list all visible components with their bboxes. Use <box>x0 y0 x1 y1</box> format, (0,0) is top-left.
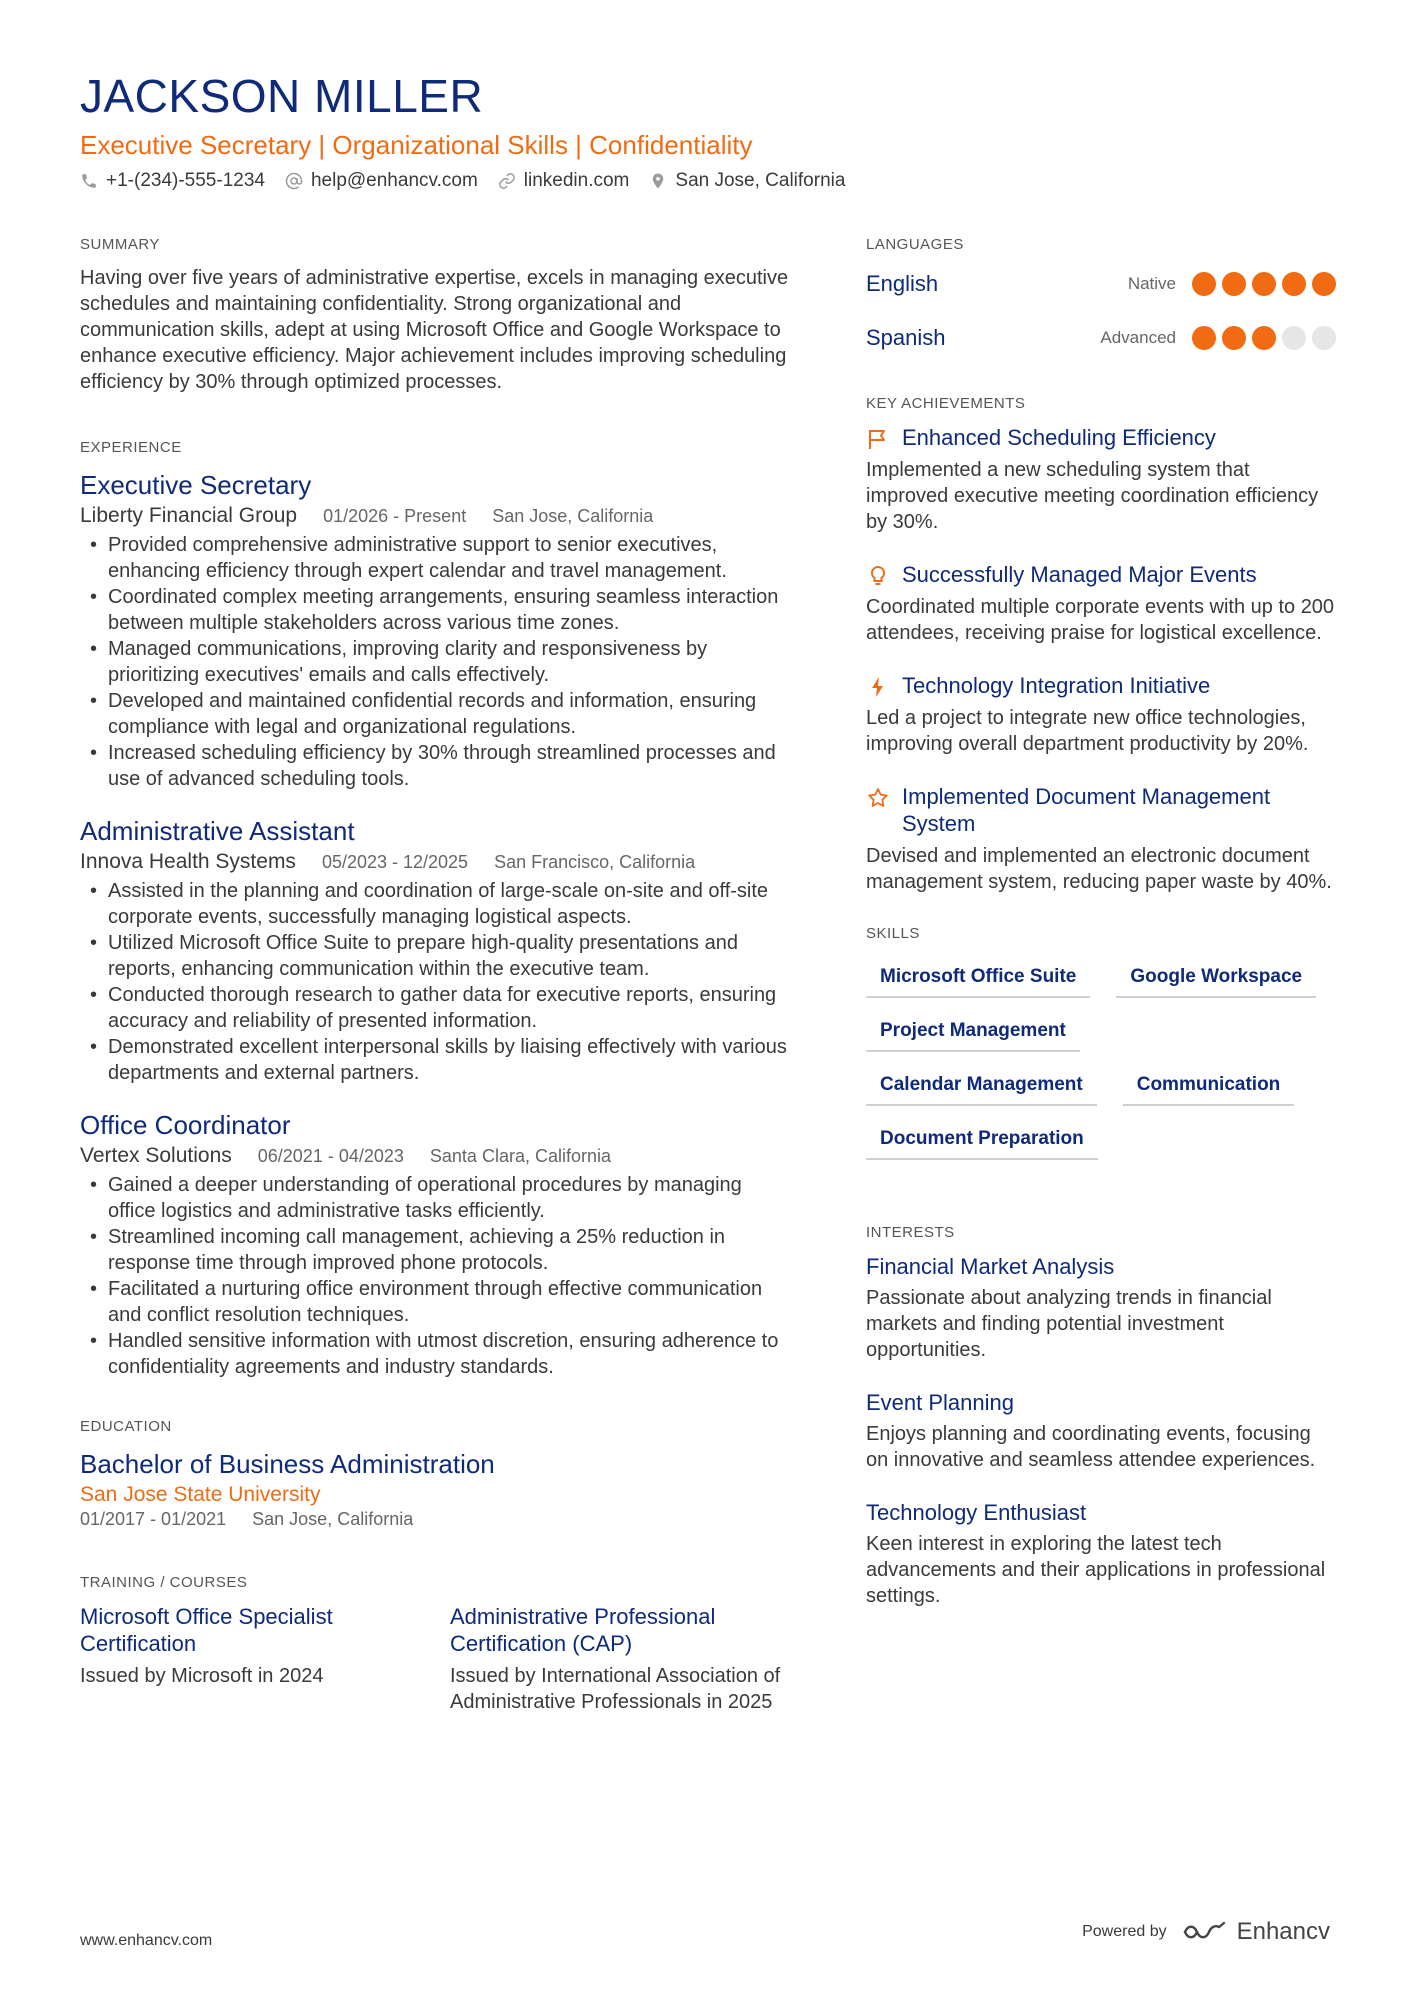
experience-section <box>80 439 790 1380</box>
section-title: EDUCATION <box>80 1418 172 1435</box>
skill-tag: Document Preparation <box>866 1120 1098 1160</box>
course-title: Administrative Professional Certification (CAP) <box>450 1604 716 1656</box>
interests-section <box>866 1224 1336 1609</box>
skill-tag: Calendar Management <box>866 1066 1097 1106</box>
skill-tag: Project Management <box>866 1012 1080 1052</box>
rating-dot-filled <box>1252 326 1276 350</box>
list-item: • Handled sensitive information with utmost discretion, ensuring adherence to confidentiality agreements and industry standards. <box>80 1328 790 1380</box>
lightbulb-icon <box>866 564 890 588</box>
contact-phone-text: +1-(234)-555-1234 <box>106 170 265 191</box>
interest-item <box>866 1499 1336 1609</box>
achievement-item <box>866 783 1336 895</box>
bolt-icon <box>866 675 890 699</box>
rating-dot-empty <box>1312 326 1336 350</box>
interest-desc: Keen interest in exploring the latest tech advancements and their applications in professional settings. <box>866 1533 1326 1607</box>
list-item: • Gained a deeper understanding of operational procedures by managing office logistics and administrative tasks efficiently. <box>80 1172 790 1224</box>
achievement-item <box>866 672 1336 757</box>
list-item: • Provided comprehensive administrative support to senior executives, enhancing efficiency through expert calendar and travel management. <box>80 532 790 584</box>
achievement-title: Technology Integration Initiative <box>902 673 1211 698</box>
education-meta <box>80 1509 790 1530</box>
achievement-head <box>866 424 1336 451</box>
interest-desc: Passionate about analyzing trends in financial markets and finding potential investment opportunities. <box>866 1287 1272 1361</box>
job-location: Santa Clara, California <box>429 1146 611 1166</box>
education-degree: Bachelor of Business Administration <box>80 1449 495 1479</box>
candidate-tagline: Executive Secretary | Organizational Skills | Confidentiality <box>80 130 753 160</box>
education-location: San Jose, California <box>252 1509 414 1529</box>
job-entry <box>80 468 790 792</box>
course-desc: Issued by Microsoft in 2024 <box>80 1665 324 1687</box>
rating-dot-filled <box>1192 272 1216 296</box>
section-title: LANGUAGES <box>866 236 964 253</box>
job-title: Office Coordinator <box>80 1110 291 1140</box>
section-title: EXPERIENCE <box>80 439 182 456</box>
resume-header <box>80 68 1330 192</box>
rating-dot-empty <box>1282 326 1306 350</box>
footer-branding <box>1082 1918 1330 1946</box>
section-title: INTERESTS <box>866 1224 955 1241</box>
skill-tag: Communication <box>1123 1066 1295 1106</box>
job-meta <box>80 850 790 874</box>
list-item: • Conducted thorough research to gather data for executive reports, ensuring accuracy and reliability of presented information. <box>80 982 790 1034</box>
interest-desc: Enjoys planning and coordinating events, focusing on innovative and seamless attendee experiences. <box>866 1423 1316 1471</box>
contact-email-text: help@enhancv.com <box>310 170 478 191</box>
at-icon <box>285 172 303 190</box>
enhancv-logo-icon <box>1183 1920 1227 1944</box>
section-title: TRAINING / COURSES <box>80 1574 248 1591</box>
flag-icon <box>866 427 890 451</box>
achievement-desc: Led a project to integrate new office technologies, improving overall department productivity by 20%. <box>866 707 1309 755</box>
achievement-desc: Coordinated multiple corporate events with up to 200 attendees, receiving praise for logistical excellence. <box>866 596 1335 644</box>
contact-linkedin[interactable] <box>498 170 630 192</box>
brand-logo[interactable] <box>1183 1918 1330 1946</box>
star-icon <box>866 786 890 810</box>
right-column <box>866 236 1336 1653</box>
skill-tag: Google Workspace <box>1116 958 1316 998</box>
job-dates: 06/2021 - 04/2023 <box>257 1146 404 1166</box>
languages-section <box>866 236 1336 365</box>
job-company: Vertex Solutions <box>80 1144 232 1167</box>
location-icon <box>649 172 667 190</box>
rating-dot-filled <box>1192 326 1216 350</box>
list-item: • Facilitated a nurturing office environment through effective communication and conflict resolution techniques. <box>80 1276 790 1328</box>
interest-item <box>866 1389 1336 1473</box>
job-company: Liberty Financial Group <box>80 504 298 527</box>
list-item: • Managed communications, improving clarity and responsiveness by prioritizing executives' emails and calls effectively. <box>80 636 790 688</box>
rating-dot-filled <box>1222 326 1246 350</box>
job-meta <box>80 504 790 528</box>
achievement-head <box>866 561 1336 588</box>
education-dates: 01/2017 - 01/2021 <box>80 1509 227 1529</box>
list-item: • Streamlined incoming call management, achieving a 25% reduction in response time through improved phone protocols. <box>80 1224 790 1276</box>
course-item <box>80 1603 420 1715</box>
achievement-title: Implemented Document Management System <box>902 784 1271 836</box>
achievement-head <box>866 672 1336 699</box>
job-entry <box>80 1108 790 1380</box>
interest-item <box>866 1253 1336 1363</box>
interest-title: Financial Market Analysis <box>866 1254 1115 1279</box>
language-level: Native <box>1127 274 1176 293</box>
language-name: English <box>866 271 939 296</box>
achievement-head <box>866 783 1336 837</box>
achievements-section <box>866 395 1336 895</box>
job-bullets <box>80 878 790 1086</box>
contact-linkedin-text: linkedin.com <box>523 170 630 191</box>
language-level: Advanced <box>1100 328 1176 347</box>
job-bullets <box>80 532 790 792</box>
achievement-item <box>866 424 1336 535</box>
contact-location <box>649 170 845 192</box>
skill-list <box>866 958 1336 1160</box>
achievement-desc: Devised and implemented an electronic document management system, reducing paper waste by 40%. <box>866 845 1332 893</box>
contact-phone[interactable] <box>80 170 265 192</box>
rating-dot-filled <box>1312 272 1336 296</box>
job-company: Innova Health Systems <box>80 850 296 873</box>
job-dates: 05/2023 - 12/2025 <box>321 852 469 872</box>
job-title: Administrative Assistant <box>80 816 355 846</box>
contact-email[interactable] <box>285 170 478 192</box>
contact-bar <box>80 170 1330 192</box>
interest-title: Event Planning <box>866 1390 1014 1415</box>
rating-dot-filled <box>1252 272 1276 296</box>
achievement-title: Enhanced Scheduling Efficiency <box>902 425 1216 450</box>
section-title: SKILLS <box>866 925 920 942</box>
language-name: Spanish <box>866 325 946 350</box>
interest-title: Technology Enthusiast <box>866 1500 1087 1525</box>
powered-by-text: Powered by <box>1082 1923 1167 1940</box>
list-item: • Developed and maintained confidential records and information, ensuring compliance with legal and organizational regulations. <box>80 688 790 740</box>
course-title: Microsoft Office Specialist Certification <box>80 1604 333 1656</box>
section-title: KEY ACHIEVEMENTS <box>866 395 1026 412</box>
training-section <box>80 1574 790 1715</box>
list-item: • Demonstrated excellent interpersonal skills by liaising effectively with various departments and external partners. <box>80 1034 790 1086</box>
course-item <box>450 1603 790 1715</box>
achievement-desc: Implemented a new scheduling system that improved executive meeting coordination efficiency by 30%. <box>866 459 1319 533</box>
footer-website[interactable]: www.enhancv.com <box>80 1932 213 1949</box>
achievement-item <box>866 561 1336 646</box>
list-item: • Coordinated complex meeting arrangements, ensuring seamless interaction between multiple stakeholders across various time zones. <box>80 584 790 636</box>
brand-name: Enhancv <box>1236 1918 1330 1945</box>
language-row <box>866 257 1336 311</box>
summary-section <box>80 236 790 395</box>
list-item: • Increased scheduling efficiency by 30% through streamlined processes and use of advanced scheduling tools. <box>80 740 790 792</box>
section-title: SUMMARY <box>80 236 160 253</box>
job-dates: 01/2026 - Present <box>323 506 467 526</box>
education-school: San Jose State University <box>80 1483 321 1506</box>
skills-section <box>866 925 1336 1160</box>
candidate-name: JACKSON MILLER <box>80 70 484 122</box>
phone-icon <box>80 172 98 190</box>
course-list <box>80 1603 790 1715</box>
language-row <box>866 311 1336 365</box>
achievement-title: Successfully Managed Major Events <box>902 562 1257 587</box>
list-item: • Assisted in the planning and coordination of large-scale on-site and off-site corporate events, successfully managing logistical aspects. <box>80 878 790 930</box>
summary-text: Having over five years of administrative expertise, excels in managing executive schedules and maintaining confidentiality. Strong organizational and communication skills, adept at using Microsoft Office and Google Workspace to enhance executive efficiency. Major achievement includes improving scheduling efficiency by 30% through optimized processes. <box>80 267 789 393</box>
rating-dot-filled <box>1222 272 1246 296</box>
skill-tag: Microsoft Office Suite <box>866 958 1090 998</box>
course-desc: Issued by International Association of Administrative Professionals in 2025 <box>450 1665 781 1713</box>
education-section <box>80 1418 790 1530</box>
left-column <box>80 236 790 1759</box>
list-item: • Utilized Microsoft Office Suite to prepare high-quality presentations and reports, enhancing communication within the executive team. <box>80 930 790 982</box>
language-rating <box>1192 326 1336 350</box>
language-rating <box>1192 272 1336 296</box>
job-entry <box>80 814 790 1086</box>
job-location: San Jose, California <box>492 506 654 526</box>
job-location: San Francisco, California <box>494 852 696 872</box>
link-icon <box>498 172 516 190</box>
contact-location-text: San Jose, California <box>675 170 846 191</box>
rating-dot-filled <box>1282 272 1306 296</box>
job-title: Executive Secretary <box>80 470 312 500</box>
job-meta <box>80 1144 790 1168</box>
job-bullets <box>80 1172 790 1380</box>
